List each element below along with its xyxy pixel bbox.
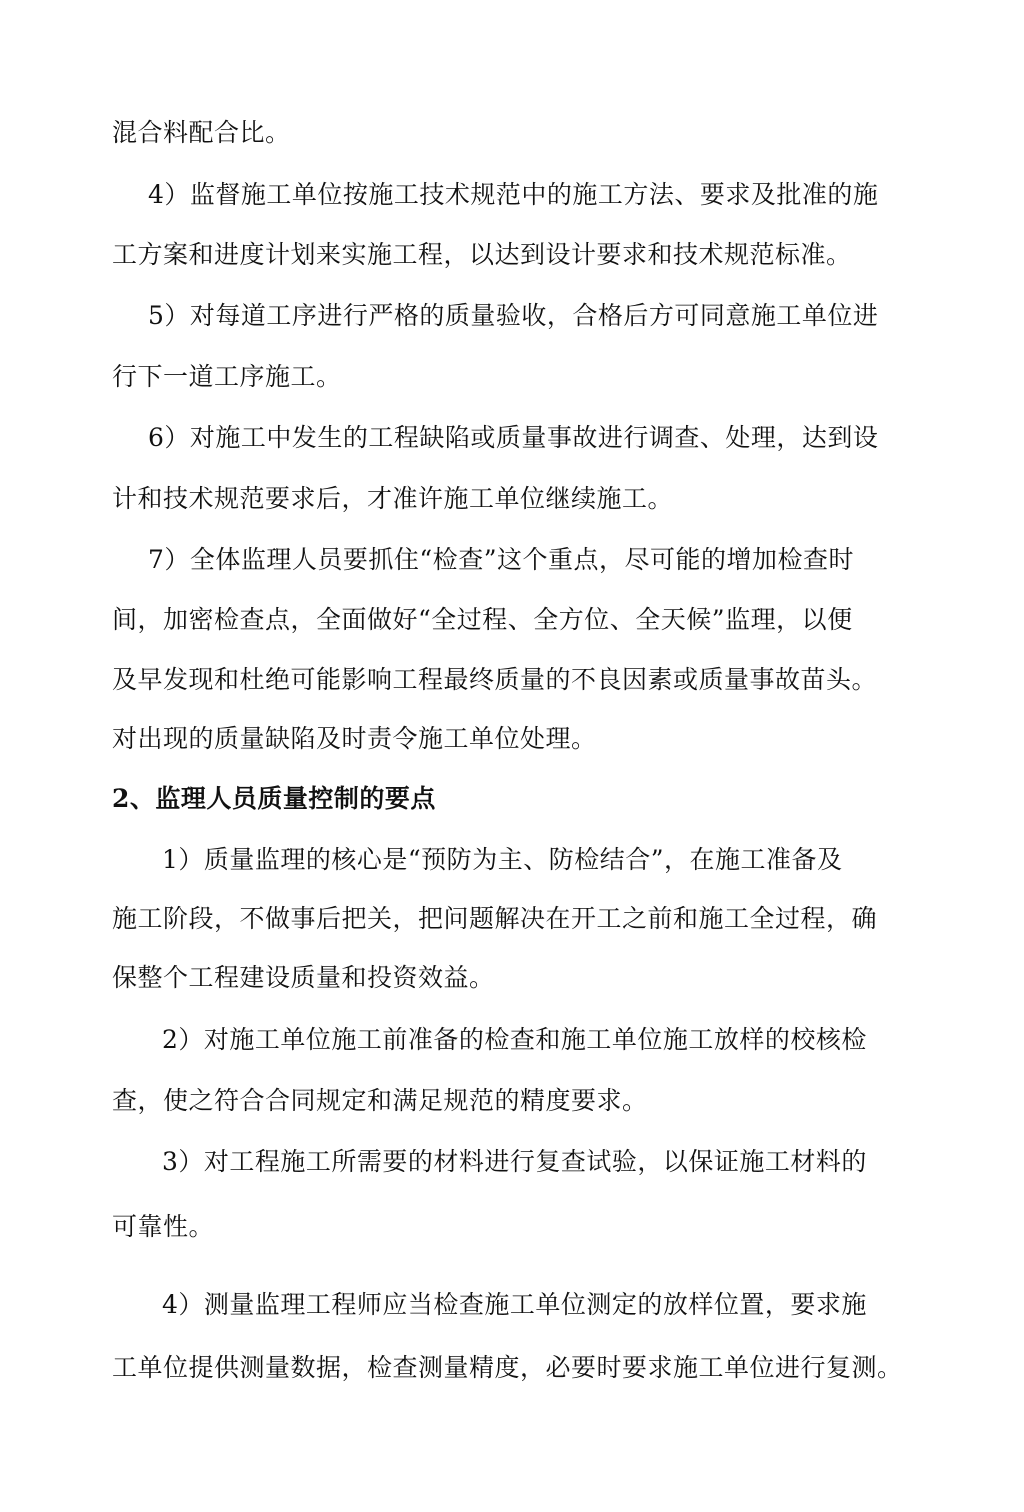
item-6-line-2: 计和技术规范要求后，才准许施工单位继续施工。 bbox=[112, 484, 674, 513]
item-4-line-2: 工方案和进度计划来实施工程，以达到设计要求和技术规范标准。 bbox=[112, 240, 852, 269]
point-2-line-1: 2）对施工单位施工前准备的检查和施工单位施工放样的校核检 bbox=[162, 1025, 867, 1054]
item-5-line-2: 行下一道工序施工。 bbox=[112, 362, 342, 391]
item-5-line-1: 5）对每道工序进行严格的质量验收，合格后方可同意施工单位进 bbox=[148, 301, 879, 330]
item-7-line-2: 间，加密检查点，全面做好“全过程、全方位、全天候”监理，以便 bbox=[112, 605, 853, 634]
point-3-line-1: 3）对工程施工所需要的材料进行复查试验，以保证施工材料的 bbox=[162, 1147, 867, 1176]
point-1-line-3: 保整个工程建设质量和投资效益。 bbox=[112, 963, 495, 992]
point-4-line-2: 工单位提供测量数据，检查测量精度，必要时要求施工单位进行复测。 bbox=[112, 1353, 903, 1382]
item-7-line-3: 及早发现和杜绝可能影响工程最终质量的不良因素或质量事故苗头。 bbox=[112, 665, 878, 694]
item-7-line-4: 对出现的质量缺陷及时责令施工单位处理。 bbox=[112, 724, 597, 753]
item-4-line-1: 4）监督施工单位按施工技术规范中的施工方法、要求及批准的施 bbox=[148, 180, 879, 209]
section-heading: 2、监理人员质量控制的要点 bbox=[112, 784, 436, 813]
point-4-line-1: 4）测量监理工程师应当检查施工单位测定的放样位置，要求施 bbox=[162, 1290, 867, 1319]
item-7-line-1: 7）全体监理人员要抓住“检查”这个重点，尽可能的增加检查时 bbox=[148, 545, 854, 574]
text-line: 混合料配合比。 bbox=[112, 118, 291, 147]
point-1-line-2: 施工阶段，不做事后把关，把问题解决在开工之前和施工全过程，确 bbox=[112, 904, 878, 933]
point-3-line-2: 可靠性。 bbox=[112, 1212, 215, 1241]
point-1-line-1: 1）质量监理的核心是“预防为主、防检结合”，在施工准备及 bbox=[162, 845, 843, 874]
item-6-line-1: 6）对施工中发生的工程缺陷或质量事故进行调查、处理，达到设 bbox=[148, 423, 879, 452]
point-2-line-2: 查，使之符合合同规定和满足规范的精度要求。 bbox=[112, 1086, 648, 1115]
